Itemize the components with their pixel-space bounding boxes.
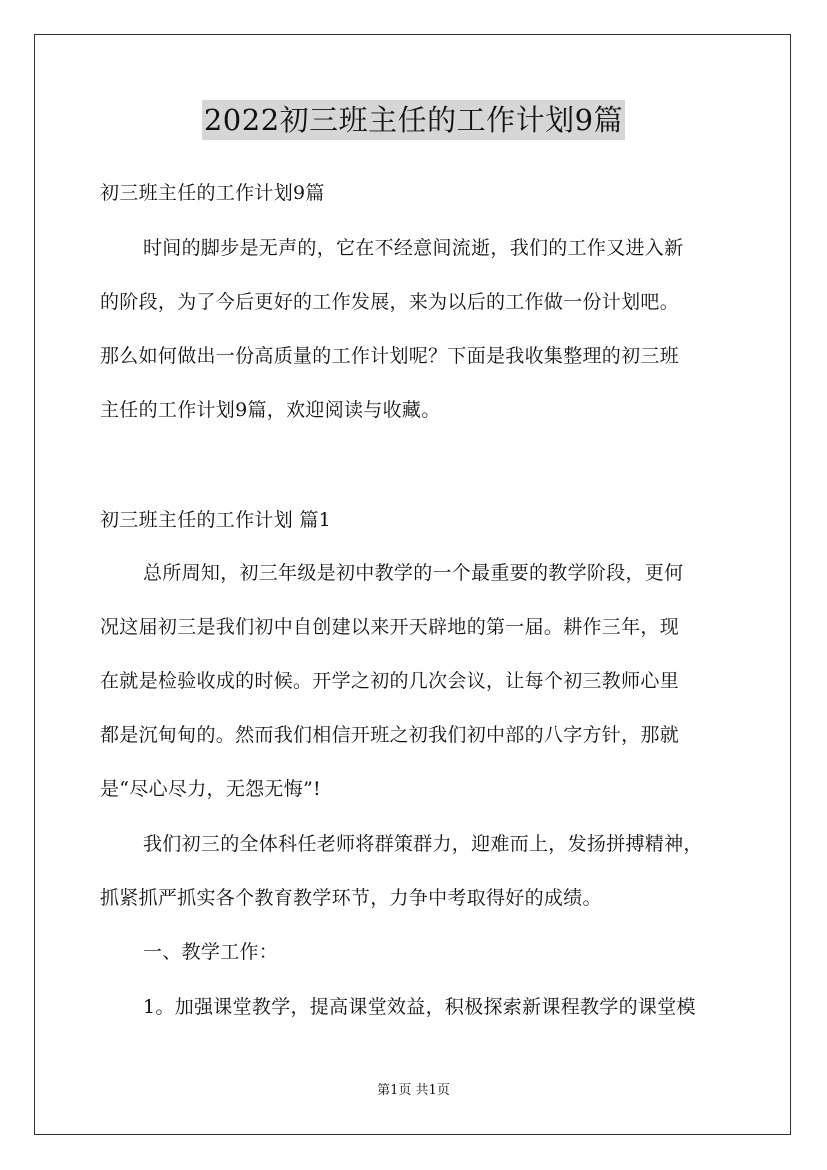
document-title: 2022初三班主任的工作计划9篇: [202, 100, 625, 140]
intro-line-2: 的阶段，为了今后更好的工作发展，来为以后的工作做一份计划吧。: [100, 291, 680, 313]
intro-line-1: 时间的脚步是无声的，它在不经意间流逝，我们的工作又进入新: [143, 237, 684, 259]
page-footer: 第1页 共1页: [377, 1083, 450, 1098]
section-heading: 初三班主任的工作计划 篇1: [100, 509, 332, 531]
para2-line-1: 我们初三的全体科任老师将群策群力，迎难而上，发扬拼搏精神，: [143, 833, 703, 855]
item-1: 1。加强课堂教学，提高课堂效益，积极探索新课程教学的课堂模: [143, 996, 696, 1018]
para2-line-2: 抓紧抓严抓实各个教育教学环节，力争中考取得好的成绩。: [100, 887, 602, 909]
title-container: [0, 100, 827, 140]
subtitle: 初三班主任的工作计划9篇: [100, 182, 325, 204]
para1-line-2: 况这届初三是我们初中自创建以来开天辟地的第一届。耕作三年，现: [100, 616, 680, 638]
para1-line-3: 在就是检验收成的时候。开学之初的几次会议，让每个初三教师心里: [100, 670, 680, 692]
intro-line-3: 那么如何做出一份高质量的工作计划呢？下面是我收集整理的初三班: [100, 345, 680, 367]
para1-line-4: 都是沉甸甸的。然而我们相信开班之初我们初中部的八字方针，那就: [100, 724, 680, 746]
intro-line-4: 主任的工作计划9篇，欢迎阅读与收藏。: [100, 399, 441, 421]
para1-line-1: 总所周知，初三年级是初中教学的一个最重要的教学阶段，更何: [143, 562, 684, 584]
item-heading: 一、教学工作：: [143, 941, 279, 963]
para1-line-5: 是“尽心尽力，无怨无悔”!: [100, 778, 321, 800]
